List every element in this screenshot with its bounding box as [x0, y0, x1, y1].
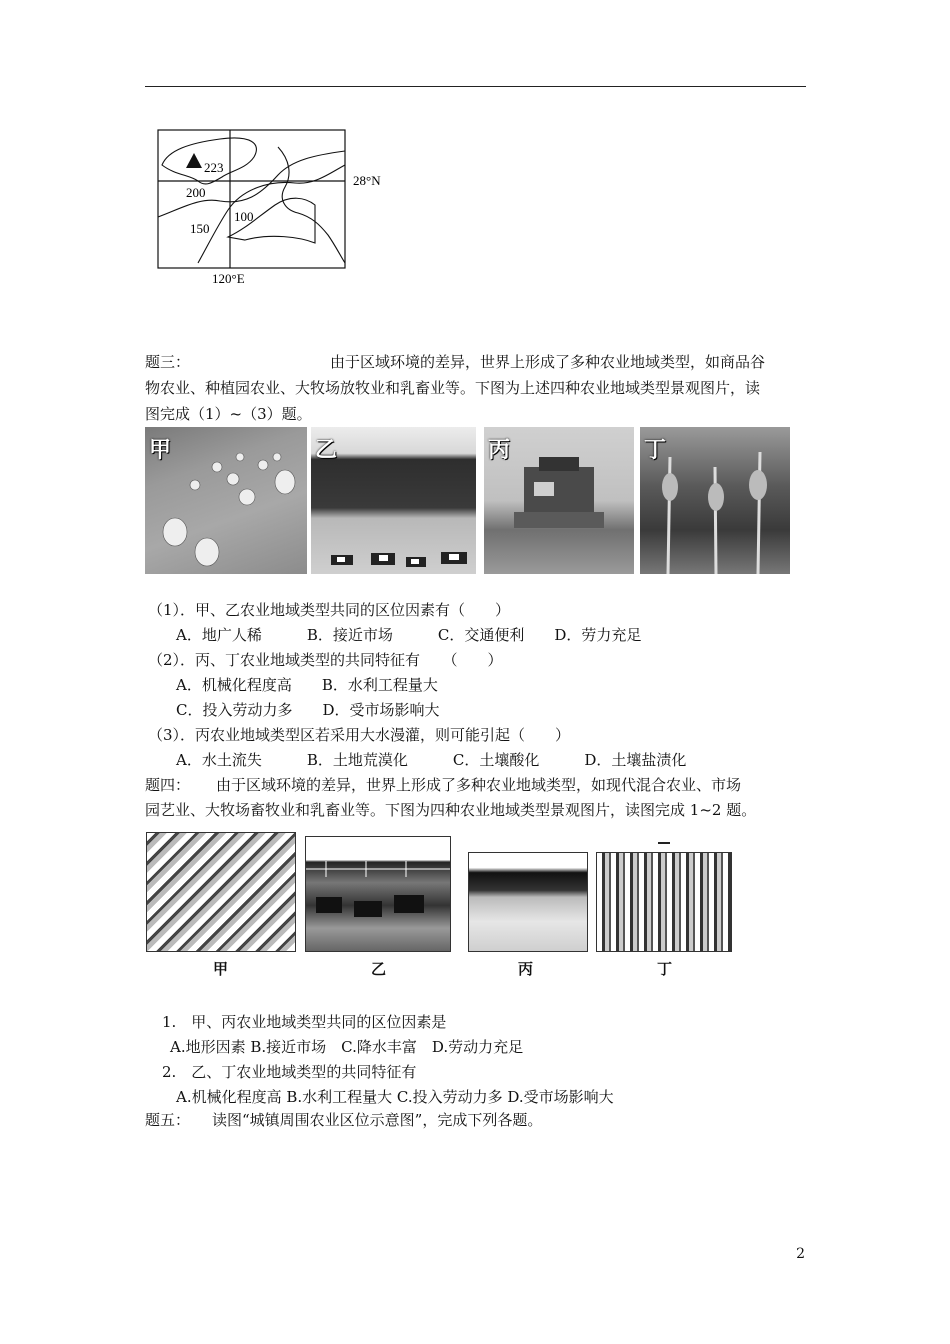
q3-intro-line2: 物农业、种植园农业、大牧场放牧业和乳畜业等。下图为上述四种农业地域类型景观图片，读: [145, 379, 761, 397]
photo-combine-harvester: [484, 427, 634, 574]
bw-label-jia: 甲: [213, 960, 229, 978]
header-rule: [145, 86, 806, 87]
peak-label: 223: [204, 160, 224, 175]
q4-intro-line2: 园艺业、大牧场畜牧业和乳畜业等。下图为四种农业地域类型景观图片，读图完成 1~2 题。: [145, 801, 757, 819]
latitude-label: 28°N: [353, 173, 381, 188]
bw-photo-harvester: [468, 852, 588, 952]
q4-title: 题四：: [145, 776, 191, 794]
q5-line: [145, 1108, 542, 1132]
photo-label-ding: 丁: [644, 438, 667, 463]
q5-title: 题五：: [145, 1111, 191, 1129]
q3-item3-stem: （3）．丙农业地域类型区若采用大水漫灌，则可能引起（ ）: [148, 726, 571, 744]
photo-label-bing: 丙: [488, 438, 511, 463]
bw-cows-drawing: [306, 837, 450, 951]
bw-photo-dairy: [305, 836, 451, 952]
contour-label-150: 150: [190, 221, 210, 236]
photo-label-yi: 乙: [315, 438, 338, 463]
bw-photo-orchard-mark: [658, 842, 670, 844]
q4-q1-stem: 1. 甲、丙农业地域类型共同的区位因素是: [162, 1013, 447, 1031]
q3-intro-line3: 图完成（1）~（3）题。: [145, 405, 312, 423]
photo-label-jia: 甲: [149, 438, 172, 463]
q4-q1-options: A.地形因素 B.接近市场 C.降水丰富 D.劳动力充足: [170, 1038, 524, 1056]
bw-label-bing: 丙: [518, 960, 534, 978]
contour-label-100: 100: [234, 209, 254, 224]
page-number: 2: [796, 1246, 805, 1262]
q4-q2-stem: 2. 乙、丁农业地域类型的共同特征有: [162, 1063, 417, 1081]
q3-item2-options-1: A．机械化程度高 B．水利工程量大: [176, 676, 438, 694]
q3-intro-line1: 题三： 由于区域环境的差异，世界上形成了多种农业地域类型，如商品谷: [145, 353, 766, 371]
q4-q2-options: A.机械化程度高 B.水利工程量大 C.投入劳动力多 D.受市场影响大: [176, 1088, 614, 1106]
photo-dairy-cows: [311, 427, 476, 574]
bw-photo-terraces: [146, 832, 296, 952]
photo-sheep-pasture: [145, 427, 307, 574]
contour-label-200: 200: [186, 185, 206, 200]
q3-item2-options-2: C．投入劳动力多 D．受市场影响大: [176, 701, 440, 719]
bw-photo-orchard: [596, 852, 732, 952]
longitude-label: 120°E: [212, 271, 245, 286]
q3-item1-stem: （1）．甲、乙农业地域类型共同的区位因素有（ ）: [148, 601, 511, 619]
q4-intro-line1: 题四： 由于区域环境的差异，世界上形成了多种农业地域类型，如现代混合农业、市场: [145, 776, 742, 794]
contour-map: [150, 125, 390, 290]
q3-item2-stem: （2）．丙、丁农业地域类型的共同特征有 （ ）: [148, 651, 503, 669]
peak-triangle-icon: [186, 153, 202, 168]
q3-title: 题三：: [145, 353, 191, 371]
q3-item3-options: A．水土流失 B．土地荒漠化 C．土壤酸化 D．土壤盐渍化: [176, 751, 687, 769]
q3-item1-options: A．地广人稀 B．接近市场 C．交通便利 D．劳力充足: [176, 626, 642, 644]
bw-label-yi: 乙: [371, 960, 387, 978]
q5-text: 读图“城镇周围农业区位示意图”，完成下列各题。: [212, 1111, 543, 1129]
bw-label-ding: 丁: [657, 960, 673, 978]
photo-plantation: [640, 427, 790, 574]
